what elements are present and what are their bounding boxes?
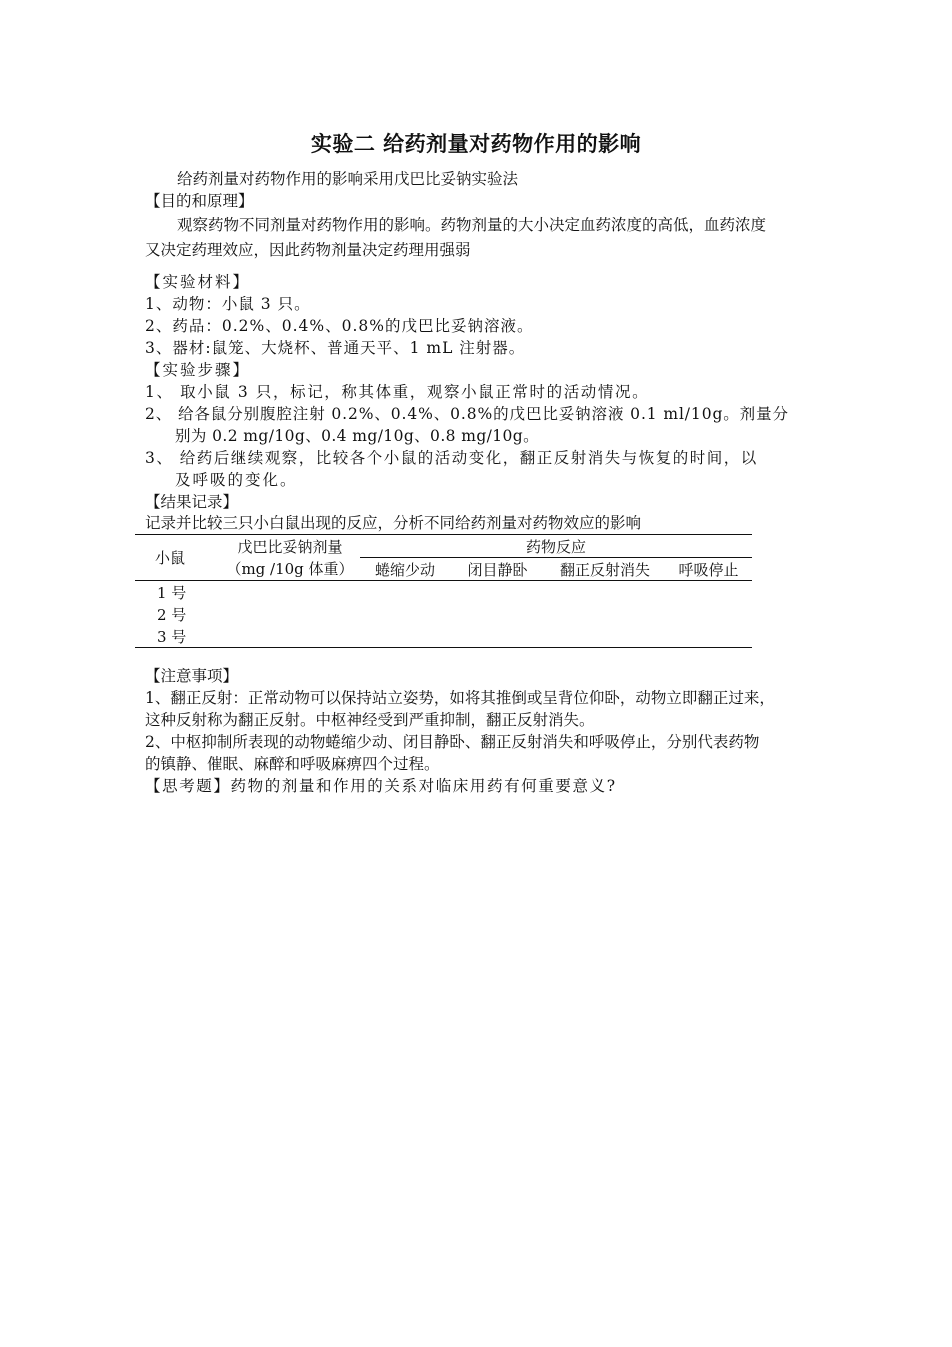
row-label: 2 号 [157, 605, 187, 624]
purpose-heading: 【目的和原理】 [145, 192, 254, 210]
table-row [135, 625, 752, 648]
header-sub-breathing-stop: 呼吸停止 [665, 558, 752, 581]
notes-heading: 【注意事项】 [145, 667, 239, 685]
materials-item: 3、器材:鼠笼、大烧杯、普通天平、1 mL 注射器。 [145, 339, 526, 357]
results-table [135, 534, 752, 648]
header-mouse: 小鼠 [135, 535, 220, 581]
header-sub-eyes-closed: 闭目静卧 [450, 558, 545, 581]
header-sub-righting-loss: 翻正反射消失 [545, 558, 665, 581]
note-1-line-1: 1、翻正反射：正常动物可以保持站立姿势，如将其推倒或呈背位仰卧，动物立即翻正过来， [145, 689, 775, 707]
materials-heading: 【实验材料】 [145, 273, 251, 291]
row-label: 1 号 [157, 583, 187, 602]
header-sub-curl: 蜷缩少动 [360, 558, 450, 581]
row-label: 3 号 [157, 627, 187, 646]
results-heading: 【结果记录】 [145, 493, 239, 511]
step-3-line-1: 3、 给药后继续观察，比较各个小鼠的活动变化，翻正反射消失与恢复的时间，以 [145, 449, 758, 467]
purpose-line-2: 又决定药理效应，因此药物剂量决定药理用强弱 [145, 241, 471, 259]
note-2-line-1: 2、中枢抑制所表现的动物蜷缩少动、闭目静卧、翻正反射消失和呼吸停止，分别代表药物 [145, 733, 760, 751]
step-3-line-2: 及呼吸的变化。 [175, 471, 298, 489]
question-text: 【思考题】药物的剂量和作用的关系对临床用药有何重要意义? [145, 777, 617, 795]
results-description: 记录并比较三只小白鼠出现的反应，分析不同给药剂量对药物效应的影响 [145, 514, 642, 532]
step-2-line-2: 别为 0.2 mg/10g、0.4 mg/10g、0.8 mg/10g。 [175, 427, 540, 445]
step-1: 1、 取小鼠 3 只，标记，称其体重，观察小鼠正常时的活动情况。 [145, 383, 650, 401]
table-row [135, 581, 752, 604]
materials-item: 2、药品：0.2%、0.4%、0.8%的戊巴比妥钠溶液。 [145, 317, 534, 335]
header-dose-line-1: 戊巴比妥钠剂量 [237, 537, 343, 556]
step-2-line-1: 2、 给各鼠分别腹腔注射 0.2%、0.4%、0.8%的戊巴比妥钠溶液 0.1 ml/10g。剂量分 [145, 405, 789, 423]
materials-item: 1、动物：小鼠 3 只。 [145, 295, 311, 313]
header-reaction: 药物反应 [360, 535, 752, 558]
purpose-line-1: 观察药物不同剂量对药物作用的影响。药物剂量的大小决定血药浓度的高低，血药浓度 [177, 216, 767, 234]
page-title: 实验二 给药剂量对药物作用的影响 [310, 132, 642, 156]
note-2-line-2: 的镇静、催眠、麻醉和呼吸麻痹四个过程。 [145, 755, 440, 773]
header-dose-line-2: （mg /10g 体重） [220, 558, 360, 581]
table-row [135, 603, 752, 625]
note-1-line-2: 这种反射称为翻正反射。中枢神经受到严重抑制，翻正反射消失。 [145, 711, 595, 729]
intro-text: 给药剂量对药物作用的影响采用戊巴比妥钠实验法 [177, 170, 519, 188]
steps-heading: 【实验步骤】 [145, 361, 251, 379]
